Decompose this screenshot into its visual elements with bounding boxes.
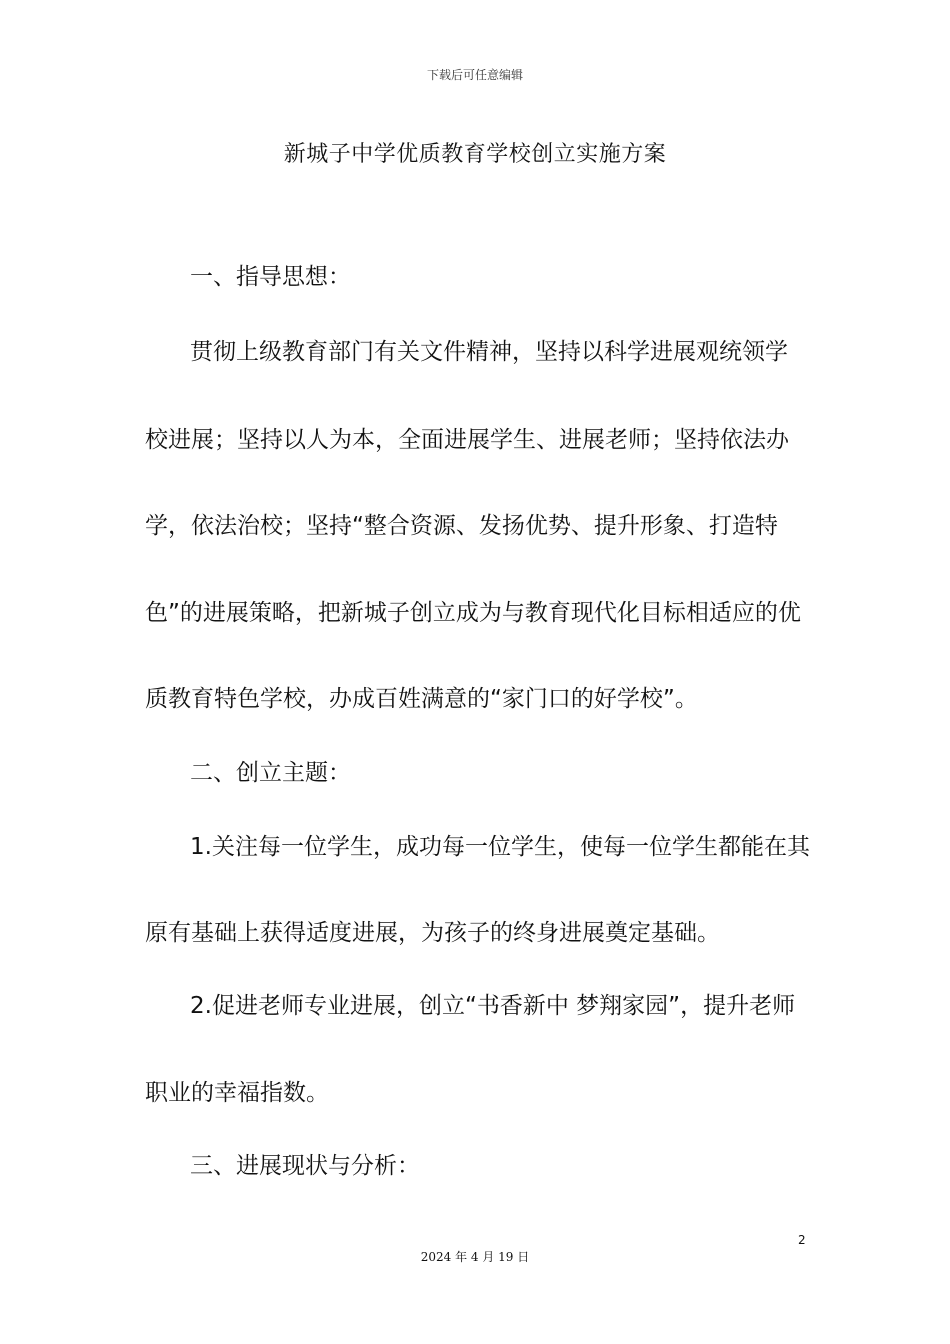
paragraph-line: 学，依法治校；坚持“整合资源、发扬优势、提升形象、打造特: [145, 513, 778, 539]
paragraph-line: 色”的进展策略，把新城子创立成为与教育现代化目标相适应的优: [145, 600, 801, 626]
paragraph-line: 2.促进老师专业进展，创立“书香新中 梦翔家园”，提升老师: [190, 993, 796, 1019]
footer-date: 2024 年 4 月 19 日: [420, 1250, 530, 1264]
section-heading-guiding-ideology: 一、指导思想：: [190, 264, 351, 290]
paragraph-line: 职业的幸福指数。: [145, 1080, 329, 1106]
header-note: 下载后可任意编辑: [426, 68, 523, 82]
section-heading-status-analysis: 三、进展现状与分析：: [190, 1153, 420, 1179]
paragraph-line: 贯彻上级教育部门有关文件精神，坚持以科学进展观统领学: [190, 339, 788, 365]
paragraph-line: 原有基础上获得适度进展，为孩子的终身进展奠定基础。: [145, 920, 720, 946]
page-number: 2: [798, 1233, 806, 1247]
paragraph-line: 校进展；坚持以人为本，全面进展学生、进展老师；坚持依法办: [145, 427, 789, 453]
paragraph-line: 质教育特色学校，办成百姓满意的“家门口的好学校”。: [145, 686, 698, 712]
section-heading-theme: 二、创立主题：: [190, 760, 351, 786]
paragraph-line: 1.关注每一位学生，成功每一位学生，使每一位学生都能在其: [190, 834, 810, 860]
document-title: 新城子中学优质教育学校创立实施方案: [283, 142, 667, 167]
